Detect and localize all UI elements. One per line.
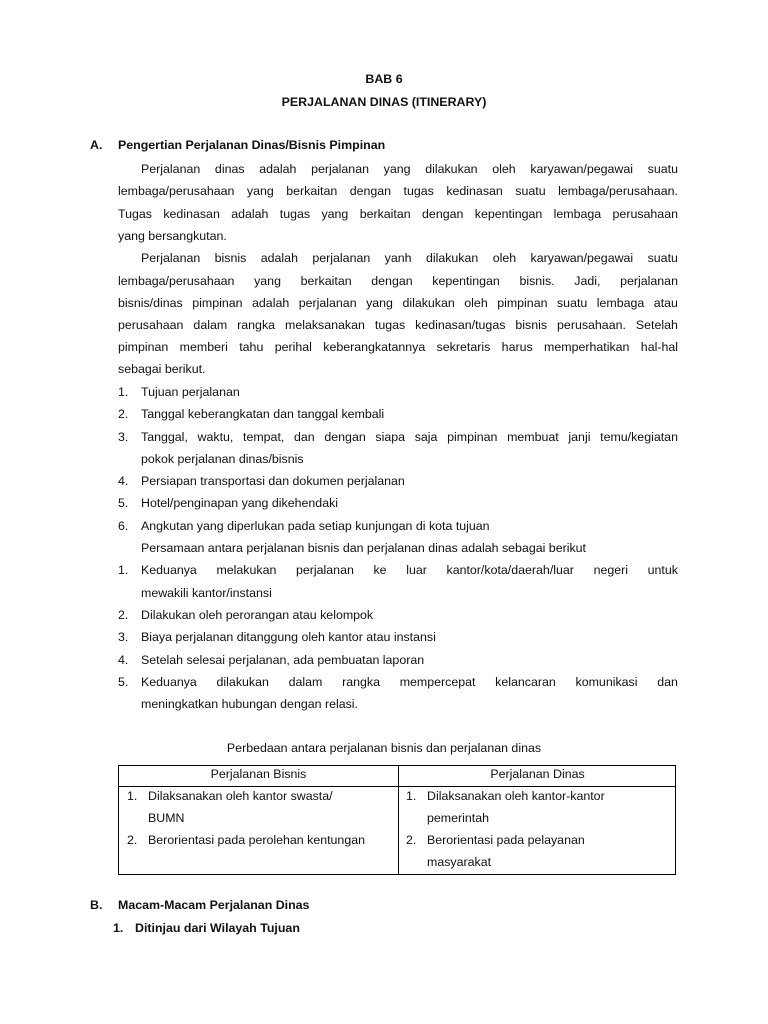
list-item-number: 5. (118, 675, 129, 689)
table-cell: Dilaksanakan oleh kantor swasta/ (148, 789, 333, 803)
similarity-intro: Persamaan antara perjalanan bisnis dan perjalanan dinas adalah sebagai berikut (141, 541, 586, 555)
list-item-number: 1. (118, 563, 129, 577)
list-item-continuation: pokok perjalanan dinas/bisnis (141, 452, 304, 466)
paragraph-1-line: Tugas kedinasan adalah tugas yang berkaitan dengan kepentingan lembaga perusahaan (118, 207, 678, 221)
paragraph-2-line: Perjalanan bisnis adalah perjalanan yanh dilakukan oleh karyawan/pegawai suatu (141, 251, 678, 265)
list-item: Dilakukan oleh perorangan atau kelompok (141, 608, 374, 622)
table-header-dinas: Perjalanan Dinas (490, 767, 585, 781)
list-item-continuation: mewakili kantor/instansi (141, 586, 272, 600)
table-header-bisnis: Perjalanan Bisnis (210, 767, 307, 781)
paragraph-1-line: yang bersangkutan. (118, 229, 227, 243)
table-cell-number: 1. (127, 789, 138, 803)
list-item-number: 4. (118, 474, 129, 488)
list-item: Tanggal keberangkatan dan tanggal kembali (141, 407, 385, 421)
paragraph-1-line: lembaga/perusahaan yang berkaitan dengan tugas kedinasan suatu lembaga/perusahaan. (118, 184, 678, 198)
paragraph-2-line: pimpinan memberi tahu perihal keberangkatannya sekretaris harus memperhatikan hal-hal (118, 340, 678, 354)
chapter-label: BAB 6 (365, 72, 403, 86)
table-column-divider (398, 766, 399, 874)
list-item-number: 1. (118, 385, 129, 399)
table-cell: BUMN (148, 811, 185, 825)
table-cell: Dilaksanakan oleh kantor-kantor (427, 789, 605, 803)
list-item: Hotel/penginapan yang dikehendaki (141, 496, 339, 510)
table-cell: Berorientasi pada perolehan kentungan (148, 833, 365, 847)
list-item: Tanggal, waktu, tempat, dan dengan siapa saja pimpinan membuat janji temu/kegiatan (141, 430, 678, 444)
table-caption: Perbedaan antara perjalanan bisnis dan perjalanan dinas (226, 741, 542, 755)
section-b-heading: Macam-Macam Perjalanan Dinas (118, 898, 310, 912)
list-item-number: 4. (118, 653, 129, 667)
table-cell: Berorientasi pada pelayanan (427, 833, 585, 847)
list-item: Keduanya dilakukan dalam rangka mempercepat kelancaran komunikasi dan (141, 675, 678, 689)
list-item-continuation: meningkatkan hubungan dengan relasi. (141, 697, 358, 711)
list-item-number: 3. (118, 630, 129, 644)
table-cell-number: 2. (406, 833, 417, 847)
subsection-number: 1. (113, 921, 124, 935)
table-cell-number: 2. (127, 833, 138, 847)
list-item: Keduanya melakukan perjalanan ke luar kantor/kota/daerah/luar negeri untuk (141, 563, 678, 577)
paragraph-2-line: sebagai berikut. (118, 362, 206, 376)
page-title: PERJALANAN DINAS (ITINERARY) (281, 95, 487, 109)
paragraph-2-line: perusahaan dalam rangka melaksanakan tugas kedinasan/tugas bisnis perusahaan. Setelah (118, 318, 678, 332)
list-item: Persiapan transportasi dan dokumen perjalanan (141, 474, 405, 488)
list-item-number: 6. (118, 519, 129, 533)
list-item-number: 5. (118, 496, 129, 510)
list-item: Setelah selesai perjalanan, ada pembuatan laporan (141, 653, 425, 667)
comparison-table (118, 765, 676, 875)
section-a-heading: Pengertian Perjalanan Dinas/Bisnis Pimpinan (118, 138, 386, 152)
table-cell: masyarakat (427, 855, 492, 869)
subsection-heading: Ditinjau dari Wilayah Tujuan (135, 921, 300, 935)
section-a-letter: A. (90, 138, 103, 152)
list-item: Biaya perjalanan ditanggung oleh kantor atau instansi (141, 630, 436, 644)
table-cell-number: 1. (406, 789, 417, 803)
list-item: Tujuan perjalanan (141, 385, 240, 399)
paragraph-2-line: bisnis/dinas pimpinan adalah perjalanan yang dilakukan oleh pimpinan suatu lembaga atau (118, 296, 678, 310)
list-item-number: 2. (118, 407, 129, 421)
paragraph-2-line: lembaga/perusahaan yang berkaitan dengan kepentingan bisnis. Jadi, perjalanan (118, 274, 678, 288)
section-b-letter: B. (90, 898, 103, 912)
table-header-divider (119, 786, 675, 787)
list-item: Angkutan yang diperlukan pada setiap kunjungan di kota tujuan (141, 519, 490, 533)
table-cell: pemerintah (427, 811, 489, 825)
paragraph-1-line: Perjalanan dinas adalah perjalanan yang dilakukan oleh karyawan/pegawai suatu (141, 162, 678, 176)
list-item-number: 2. (118, 608, 129, 622)
list-item-number: 3. (118, 430, 129, 444)
